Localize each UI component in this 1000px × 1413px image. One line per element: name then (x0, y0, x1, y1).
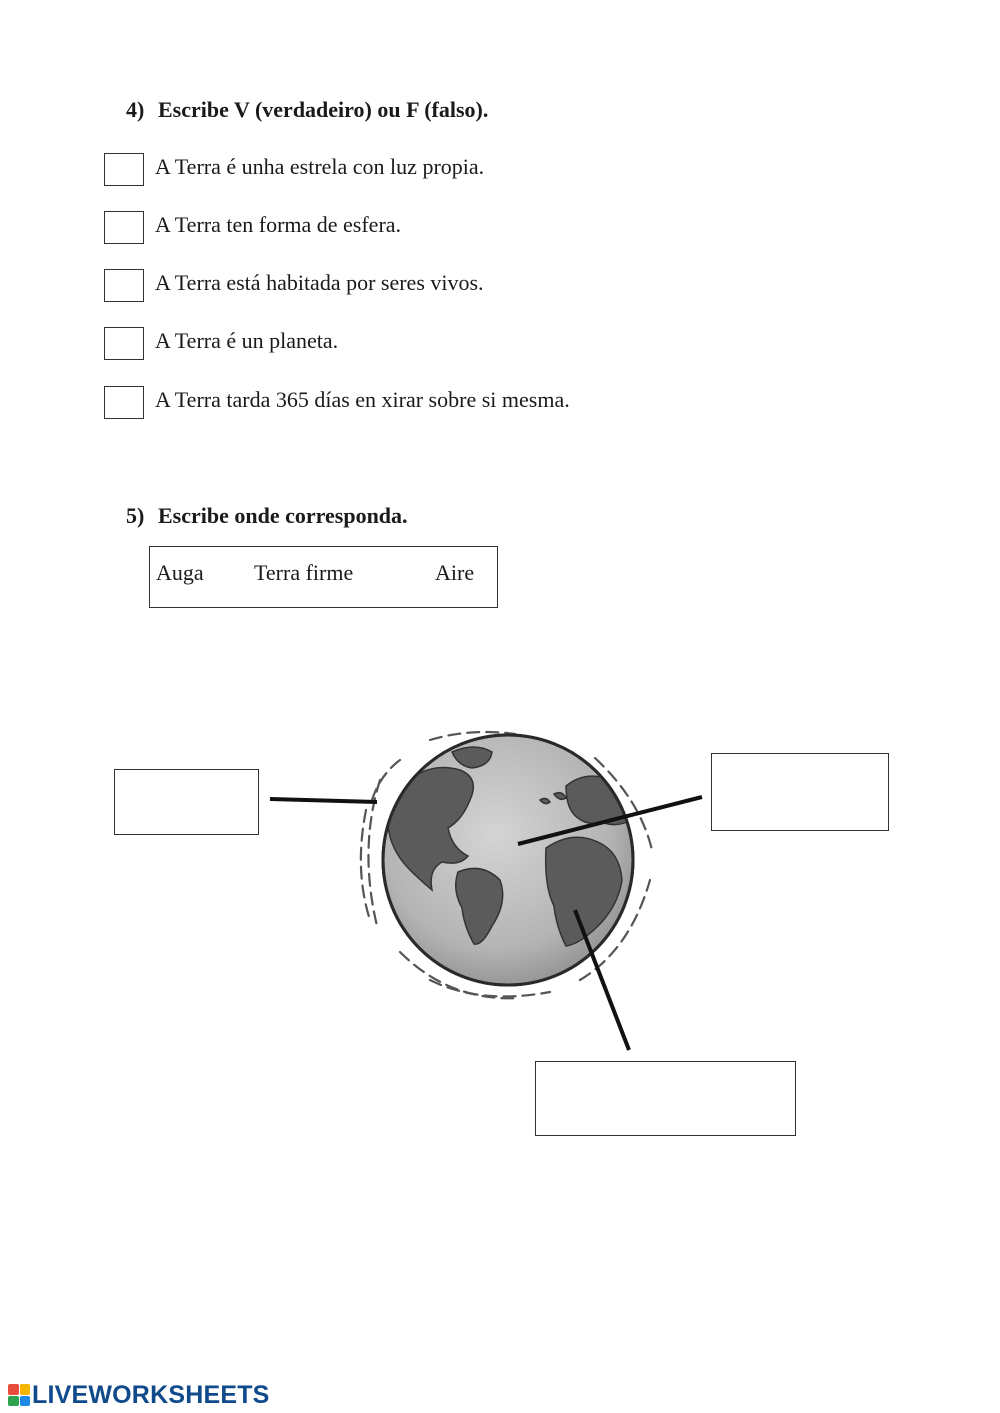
connector-line-left (270, 799, 377, 802)
liveworksheets-brand: LIVEWORKSHEETS (32, 1380, 270, 1409)
question-4-text: Escribe V (verdadeiro) ou F (falso). (158, 97, 489, 122)
liveworksheets-logo (8, 1381, 270, 1409)
answer-box-right[interactable] (711, 753, 889, 831)
statement-3: A Terra está habitada por seres vivos. (155, 270, 484, 295)
statement-5: A Terra tarda 365 días en xirar sobre si mesma. (155, 387, 570, 412)
statement-4: A Terra é un planeta. (155, 328, 339, 353)
word-aire: Aire (435, 560, 475, 585)
answer-box-bottom[interactable] (535, 1061, 796, 1136)
connector-line-right (518, 797, 702, 844)
statement-1: A Terra é unha estrela con luz propia. (155, 154, 485, 179)
connector-line-bottom (575, 910, 629, 1050)
question-5-text: Escribe onde corresponda. (158, 503, 408, 528)
word-terra-firme: Terra firme (254, 560, 354, 585)
word-auga: Auga (156, 560, 204, 585)
answer-box-left[interactable] (114, 769, 259, 835)
statement-2: A Terra ten forma de esfera. (155, 212, 402, 237)
question-5-number: 5) (126, 503, 145, 528)
question-4-number: 4) (126, 97, 145, 122)
liveworksheets-logo-icon (8, 1384, 30, 1406)
